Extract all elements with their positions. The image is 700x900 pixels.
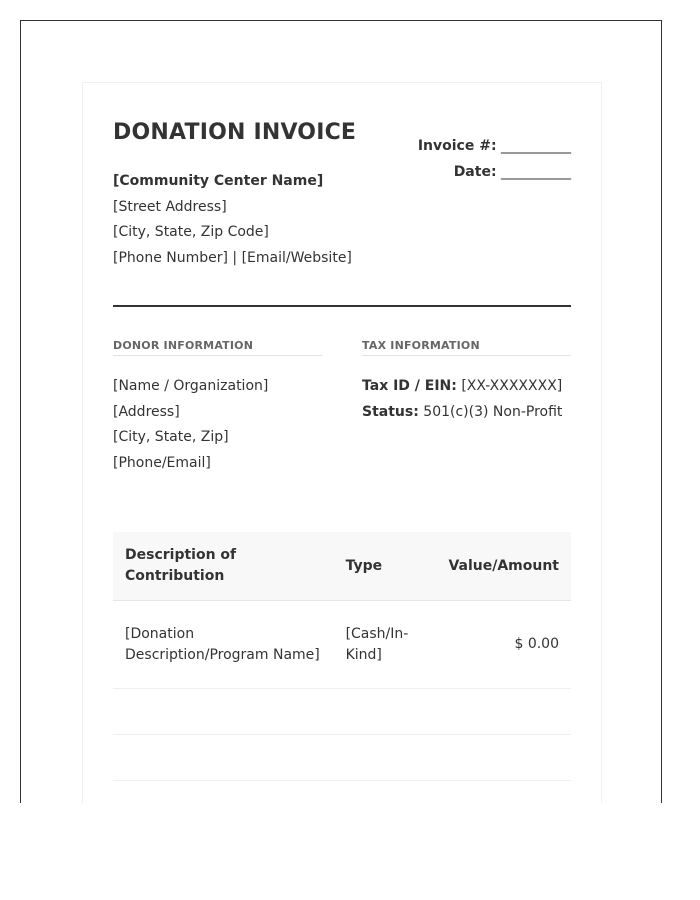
cell-description: [113, 689, 334, 735]
cell-amount: $ 0.00: [436, 601, 571, 689]
tax-status-row: [362, 400, 571, 426]
donor-city: [City, State, Zip]: [113, 429, 229, 445]
invoice-sheet: [82, 82, 602, 803]
column-header-type: Type: [334, 532, 437, 601]
cell-type: [334, 735, 437, 781]
cell-amount: [436, 735, 571, 781]
document-viewport: [20, 20, 662, 803]
invoice-date-label: Date:: [453, 164, 497, 180]
column-header-description: Description of Contribution: [113, 532, 334, 601]
donor-name: [Name / Organization]: [113, 378, 269, 394]
column-header-amount: Value/Amount: [436, 532, 571, 601]
table-row: [113, 601, 571, 689]
cell-description: [Donation Description/Program Name]: [113, 601, 334, 689]
tax-id-label: Tax ID / EIN:: [362, 378, 457, 394]
invoice-number-row: [418, 133, 571, 159]
tax-status-label: Status:: [362, 403, 419, 420]
donor-section: [113, 339, 322, 476]
header-divider: [113, 305, 571, 307]
cell-description: [113, 735, 334, 781]
organization-block: [113, 169, 352, 271]
tax-status-value: 501(c)(3) Non-Profit: [423, 403, 563, 420]
table-row: [113, 689, 571, 735]
cell-type: [334, 689, 437, 735]
table-header-row: [113, 532, 571, 601]
organization-street: [Street Address]: [113, 198, 227, 215]
donor-address: [Address]: [113, 403, 180, 420]
tax-id-row: [362, 374, 571, 400]
organization-city: [City, State, Zip Code]: [113, 224, 269, 240]
contributions-table: [113, 532, 571, 781]
invoice-meta: [418, 133, 571, 185]
invoice-number-value: __________: [501, 138, 571, 154]
cell-amount: [436, 689, 571, 735]
invoice-title: DONATION INVOICE: [113, 120, 357, 145]
organization-name: [Community Center Name]: [113, 173, 324, 189]
tax-section: [362, 339, 571, 425]
donor-heading: DONOR INFORMATION: [113, 339, 322, 356]
invoice-number-label: Invoice #:: [417, 138, 497, 154]
tax-id-value: [XX-XXXXXXX]: [461, 378, 563, 394]
donor-details: [113, 374, 322, 476]
organization-contact: [Phone Number] | [Email/Website]: [113, 249, 352, 266]
invoice-date-value: __________: [501, 164, 571, 180]
table-row: [113, 735, 571, 781]
cell-type: [Cash/In-Kind]: [334, 601, 437, 689]
donor-contact: [Phone/Email]: [113, 454, 211, 471]
invoice-date-row: [418, 159, 571, 185]
tax-details: [362, 374, 571, 425]
tax-heading: TAX INFORMATION: [362, 339, 571, 356]
